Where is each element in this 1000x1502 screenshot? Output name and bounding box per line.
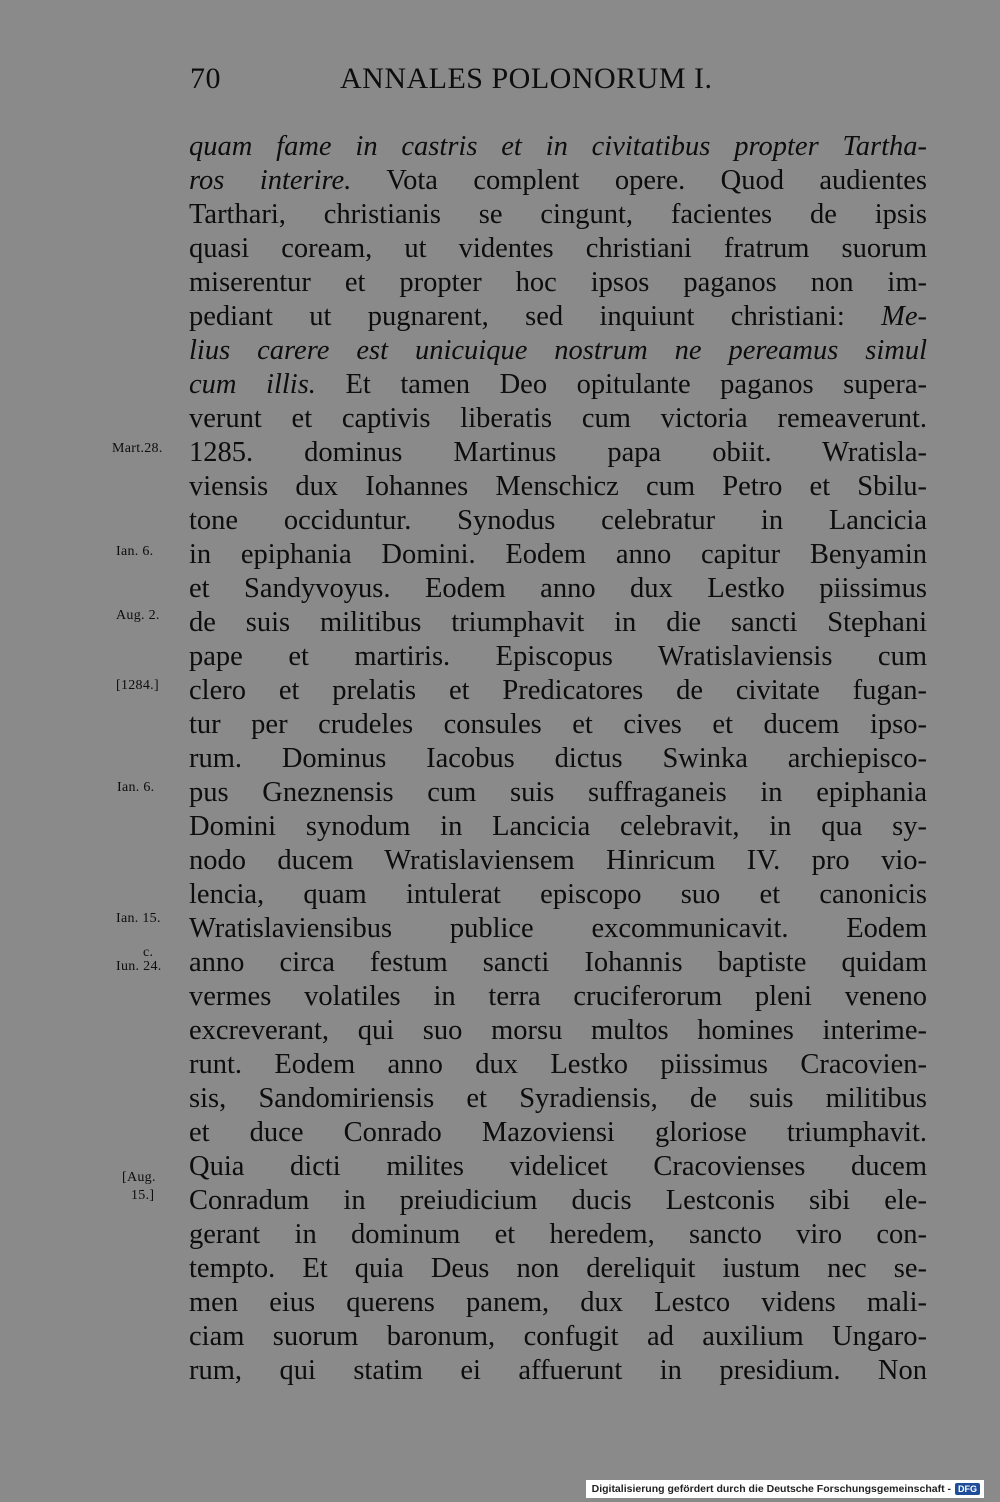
- text-segment: Tarthari, christianis se cingunt, facientes de ipsis: [189, 199, 927, 230]
- text-segment: Et tamen Deo opitulante paganos supera-: [315, 369, 927, 400]
- text-line: [189, 1082, 927, 1116]
- dfg-logo: DFG: [955, 1483, 980, 1495]
- text-line: [189, 878, 927, 912]
- text-segment: miserentur et propter hoc ipsos paganos non im-: [189, 267, 927, 298]
- text-segment: Quia dicti milites videlicet Cracovienses ducem: [189, 1151, 927, 1182]
- text-segment: gerant in dominum et heredem, sancto viro con-: [189, 1219, 927, 1250]
- text-line: [189, 436, 927, 470]
- text-line: [189, 640, 927, 674]
- text-line: [189, 232, 927, 266]
- margin-date-note: Aug. 2.: [116, 608, 160, 623]
- text-line: [189, 164, 927, 198]
- text-segment: tempto. Et quia Deus non dereliquit iustum nec se-: [189, 1253, 927, 1284]
- margin-date-note: c.: [143, 945, 154, 960]
- text-segment: tone occiduntur. Synodus celebratur in Lancicia: [189, 505, 927, 536]
- margin-date-note: Mart.28.: [112, 441, 163, 456]
- text-line: [189, 368, 927, 402]
- text-line: [189, 1116, 927, 1150]
- running-title: ANNALES POLONORUM I.: [340, 62, 713, 95]
- margin-date-note: Ian. 15.: [116, 911, 161, 926]
- italic-quote: lius carere est unicuique nostrum ne pereamus simul: [189, 335, 927, 366]
- text-line: [189, 130, 927, 164]
- text-segment: clero et prelatis et Predicatores de civitate fugan-: [189, 675, 927, 706]
- text-segment: anno circa festum sancti Iohannis baptiste quidam: [189, 947, 927, 978]
- margin-date-note: [1284.]: [116, 678, 159, 693]
- text-line: [189, 1014, 927, 1048]
- text-segment: rum. Dominus Iacobus dictus Swinka archiepisco-: [189, 743, 927, 774]
- page-number: 70: [190, 62, 221, 95]
- text-line: [189, 1150, 927, 1184]
- text-segment: ciam suorum baronum, confugit ad auxilium Ungaro-: [189, 1321, 927, 1352]
- text-segment: Conradum in preiudicium ducis Lestconis sibi ele-: [189, 1185, 927, 1216]
- margin-date-note: [Aug.: [122, 1170, 156, 1185]
- text-segment: 1285. dominus Martinus papa obiit. Wratisla-: [189, 437, 927, 468]
- text-line: [189, 1286, 927, 1320]
- text-line: [189, 1218, 927, 1252]
- text-line: [189, 606, 927, 640]
- italic-quote: cum illis.: [189, 369, 316, 400]
- text-line: [189, 912, 927, 946]
- italic-quote: quam fame in castris et in civitatibus propter Tartha-: [189, 131, 927, 162]
- text-segment: pus Gneznensis cum suis suffraganeis in epiphania: [189, 777, 927, 808]
- text-line: [189, 334, 927, 368]
- text-segment: runt. Eodem anno dux Lestko piissimus Cracovien-: [189, 1049, 927, 1080]
- text-line: [189, 810, 927, 844]
- text-segment: et duce Conrado Mazoviensi gloriose triumphavit.: [189, 1117, 927, 1148]
- text-line: [189, 776, 927, 810]
- text-line: [189, 980, 927, 1014]
- text-line: [189, 674, 927, 708]
- text-segment: rum, qui statim ei affuerunt in presidium. Non: [189, 1355, 927, 1386]
- text-line: [189, 538, 927, 572]
- text-line: [189, 300, 927, 334]
- text-line: [189, 572, 927, 606]
- text-segment: Vota complent opere. Quod audientes: [351, 165, 928, 196]
- text-line: [189, 1048, 927, 1082]
- text-line: [189, 1320, 927, 1354]
- text-line: [189, 266, 927, 300]
- text-line: [189, 470, 927, 504]
- text-segment: pape et martiris. Episcopus Wratislaviensis cum: [189, 641, 927, 672]
- margin-date-note: Iun. 24.: [116, 959, 162, 974]
- text-line: [189, 1354, 927, 1388]
- text-line: [189, 198, 927, 232]
- text-line: [189, 946, 927, 980]
- text-segment: sis, Sandomiriensis et Syradiensis, de suis militibus: [189, 1083, 927, 1114]
- text-segment: Wratislaviensibus publice excommunicavit. Eodem: [189, 913, 927, 944]
- text-line: [189, 742, 927, 776]
- text-segment: vermes volatiles in terra cruciferorum pleni veneno: [189, 981, 927, 1012]
- funding-footer: [586, 1480, 984, 1498]
- italic-quote: Me-: [881, 301, 927, 332]
- text-segment: quasi coream, ut videntes christiani fratrum suorum: [189, 233, 927, 264]
- text-line: [189, 1184, 927, 1218]
- text-segment: pediant ut pugnarent, sed inquiunt christiani:: [189, 301, 882, 332]
- text-segment: de suis militibus triumphavit in die sancti Stephani: [189, 607, 927, 638]
- running-header: [190, 62, 760, 102]
- text-segment: excreverant, qui suo morsu multos homines interime-: [189, 1015, 927, 1046]
- text-segment: et Sandyvoyus. Eodem anno dux Lestko piissimus: [189, 573, 927, 604]
- text-segment: in epiphania Domini. Eodem anno capitur Benyamin: [189, 539, 927, 570]
- text-segment: viensis dux Iohannes Menschicz cum Petro et Sbilu-: [189, 471, 927, 502]
- text-line: [189, 504, 927, 538]
- text-segment: men eius querens panem, dux Lestco videns mali-: [189, 1287, 927, 1318]
- text-line: [189, 1252, 927, 1286]
- funding-text: Digitalisierung gefördert durch die Deutsche Forschungsgemeinschaft -: [591, 1483, 951, 1495]
- margin-date-note: Ian. 6.: [116, 544, 154, 559]
- text-segment: nodo ducem Wratislaviensem Hinricum IV. pro vio-: [189, 845, 927, 876]
- text-segment: tur per crudeles consules et cives et ducem ipso-: [189, 709, 927, 740]
- margin-date-note: 15.]: [131, 1188, 155, 1203]
- body-text: [189, 130, 927, 1388]
- margin-date-note: Ian. 6.: [117, 780, 155, 795]
- text-segment: verunt et captivis liberatis cum victoria remeaverunt.: [189, 403, 927, 434]
- text-line: [189, 844, 927, 878]
- text-segment: lencia, quam intulerat episcopo suo et canonicis: [189, 879, 927, 910]
- text-line: [189, 708, 927, 742]
- text-line: [189, 402, 927, 436]
- text-segment: Domini synodum in Lancicia celebravit, in qua sy-: [189, 811, 927, 842]
- italic-quote: ros interire.: [189, 165, 352, 196]
